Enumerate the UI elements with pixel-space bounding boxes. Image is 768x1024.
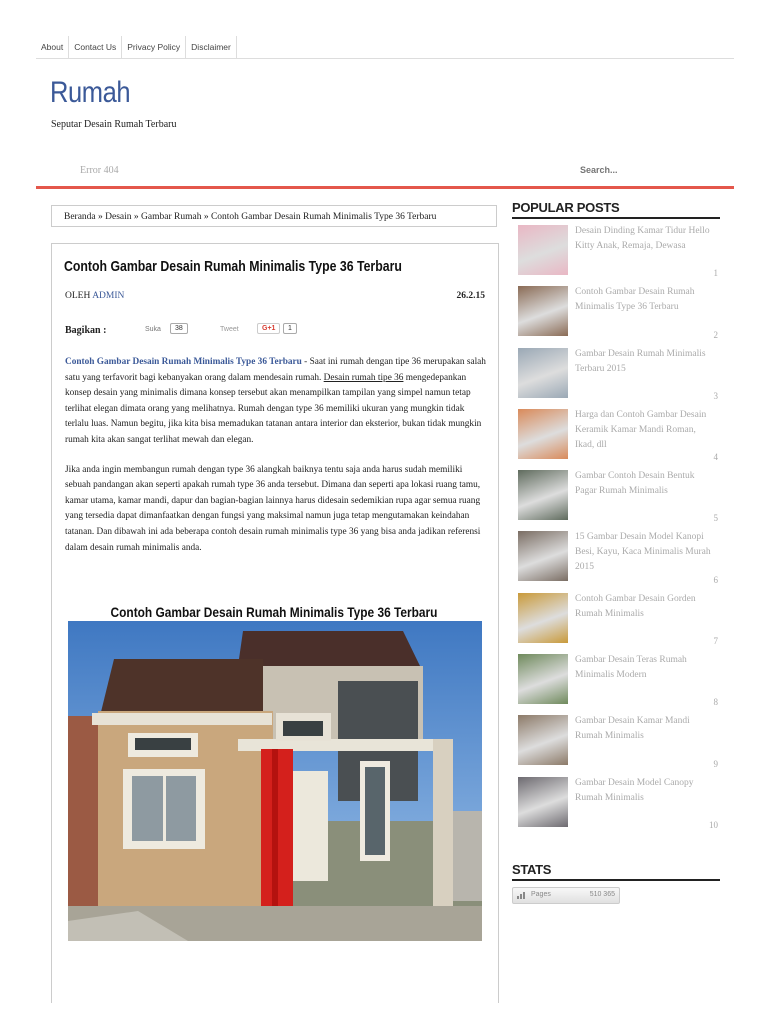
sidebar [512,200,720,832]
popular-post-rank: 3 [713,390,718,401]
popular-post-item[interactable] [512,587,720,648]
post-thumbnail[interactable] [518,777,568,827]
popular-post-title[interactable]: Contoh Gambar Desain Gorden Rumah Minimalis [575,593,696,619]
popular-post-item[interactable] [512,403,720,464]
popular-post-rank: 5 [713,513,718,524]
top-navigation [36,36,734,59]
popular-post-title[interactable]: Desain Dinding Kamar Tidur Hello Kitty Anak, Remaja, Dewasa [575,226,710,251]
post-thumbnail[interactable] [518,470,568,520]
popular-post-rank: 2 [713,329,718,340]
post-thumbnail[interactable] [518,715,568,765]
post-date: 26.2.15 [456,291,485,301]
post-byline [65,291,124,301]
bar-chart-icon [517,892,527,901]
popular-post-rank: 9 [713,758,718,769]
popular-post-item[interactable] [512,280,720,341]
popular-posts-list [512,219,720,832]
popular-post-title[interactable]: Gambar Desain Model Canopy Rumah Minimalis [575,777,694,803]
popular-post-item[interactable] [512,464,720,525]
popular-post-item[interactable] [512,342,720,403]
popular-post-item[interactable] [512,525,720,586]
nav-disclaimer[interactable]: Disclaimer [186,36,237,58]
post-thumbnail[interactable] [518,593,568,643]
popular-post-title[interactable]: Gambar Desain Rumah Minimalis Terbaru 2015 [575,348,706,374]
popular-post-item[interactable] [512,219,720,280]
popular-post-rank: 6 [713,574,718,585]
popular-post-title[interactable]: 15 Gambar Desain Model Kanopi Besi, Kayu, Kaca Minimalis Murah 2015 [575,532,711,573]
popular-post-item[interactable] [512,771,720,832]
author-link[interactable]: ADMIN [92,291,125,301]
post-thumbnail[interactable] [518,286,568,336]
pages-value: 510 365 [589,891,615,898]
post-container [51,243,499,1003]
gplus-button[interactable]: G+1 [257,323,280,334]
popular-post-rank: 10 [709,819,718,830]
post-thumbnail[interactable] [518,348,568,398]
share-bar [65,322,465,340]
popular-post-title[interactable]: Gambar Desain Teras Rumah Minimalis Modern [575,655,687,681]
nav-about[interactable]: About [36,36,69,58]
popular-posts-title: POPULAR POSTS [512,200,720,219]
paragraph-text: - Saat ini rumah dengan tipe 36 merupakan salah satu yang terfavorit bagi kebanyakan orang dalam mendesain rumah. [65,357,486,383]
main-navigation [36,160,734,189]
post-paragraph [65,355,489,449]
pages-label: Pages [531,891,551,898]
popular-post-title[interactable]: Harga dan Contoh Gambar Desain Keramik Kamar Mandi Roman, Ikad, dll [575,409,707,450]
post-title: Contoh Gambar Desain Rumah Minimalis Type 36 Terbaru [64,258,402,275]
popular-post-title[interactable]: Gambar Desain Kamar Mandi Rumah Minimalis [575,716,690,742]
popular-post-title[interactable]: Contoh Gambar Desain Rumah Minimalis Type 36 Terbaru [575,287,695,313]
site-description: Seputar Desain Rumah Terbaru [51,119,177,130]
like-button[interactable]: Suka [145,326,161,333]
post-body [65,355,489,570]
gplus-count: 1 [283,323,297,334]
nav-privacy-policy[interactable]: Privacy Policy [122,36,186,58]
paragraph-text: mengedepankan konsep desain yang minimalis dimana konsep tersebut akan menampilkan tampilan yang simpel namun tetap terlihat elegan dimata orang yang melihatnya. Rumah dengan type 36 memiliki ukuran yang mungkin tidak terlalu luas. Namun begitu, jika kita bisa memadukan tatanan antara interior dan eksterior, bukan tidak mungkin rumah kita akan sangat terlihat mewah dan elegan. [65,372,482,445]
breadcrumb[interactable]: Beranda » Desain » Gambar Rumah » Contoh Gambar Desain Rumah Minimalis Type 36 Terbaru [51,205,497,227]
post-paragraph: Jika anda ingin membangun rumah dengan type 36 alangkah baiknya tentu saja anda harus sudah memiliki sebuah pandangan akan seperti apakah rumah type 36 anda tersebut. Dimana dan seperti apa lokasi ruang tamu, kamar utama, kamar mandi, dapur dan bagian-bagian lainnya harus didesain sedemikian rupa agar semua ruang yang tersedia dapat dimanfaatkan dengan fungsi yang maksimal namun juga tetap mengutamakan keindahan tatanan. Dan dibawah ini ada beberapa contoh desain rumah minimalis type 36 yang bisa anda jadikan referensi dalam desain rumah minimalis anda. [65,464,481,553]
popular-post-title[interactable]: Gambar Contoh Desain Bentuk Pagar Rumah Minimalis [575,471,695,497]
share-label: Bagikan : [65,325,107,336]
popular-post-rank: 1 [713,268,718,279]
like-count: 38 [170,323,188,334]
site-title[interactable]: Rumah [50,76,131,109]
popular-post-rank: 4 [713,452,718,463]
popular-post-rank: 7 [713,636,718,647]
search-input[interactable] [580,165,700,175]
pageview-counter [512,887,620,904]
stats-title: STATS [512,862,720,881]
post-thumbnail[interactable] [518,654,568,704]
house-image [68,621,482,941]
stats-widget [512,862,720,904]
popular-post-item[interactable] [512,709,720,770]
nav-contact-us[interactable]: Contact Us [69,36,122,58]
inline-link[interactable]: Desain rumah tipe 36 [323,372,404,383]
popular-post-rank: 8 [713,697,718,708]
by-label: OLEH [65,291,91,301]
image-caption: Contoh Gambar Desain Rumah Minimalis Type 36 Terbaru [110,604,438,620]
nav-error-404[interactable]: Error 404 [80,165,119,176]
post-thumbnail[interactable] [518,225,568,275]
post-thumbnail[interactable] [518,531,568,581]
post-thumbnail[interactable] [518,409,568,459]
tweet-button[interactable]: Tweet [220,326,239,333]
post-lead-link[interactable]: Contoh Gambar Desain Rumah Minimalis Type 36 Terbaru [65,357,302,367]
popular-post-item[interactable] [512,648,720,709]
